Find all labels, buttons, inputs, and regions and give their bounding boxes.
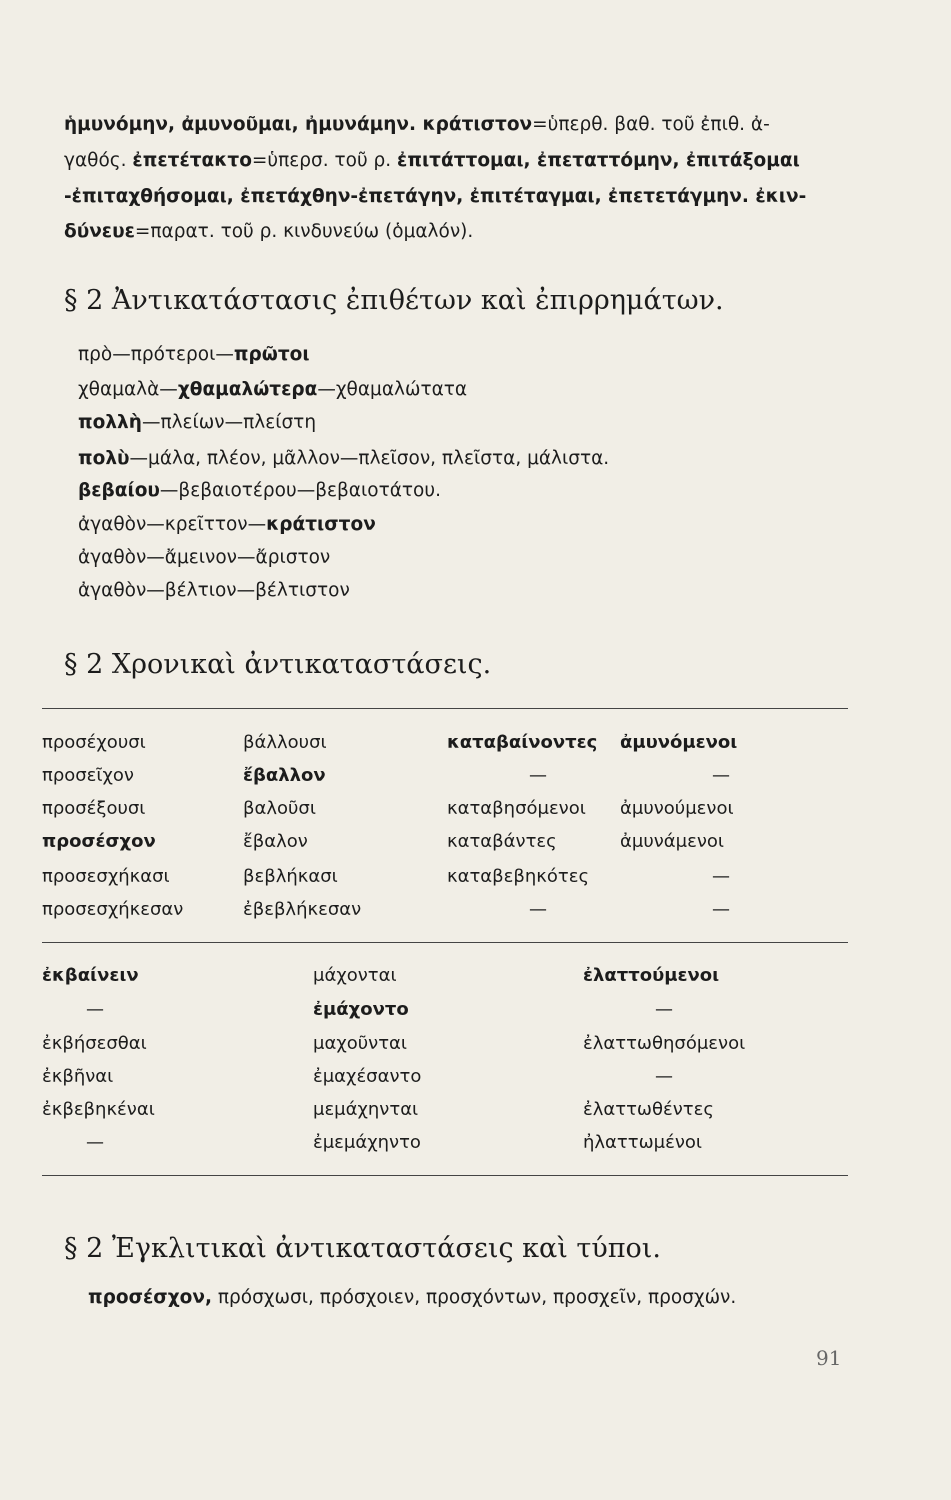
table-cell: ἐκβήσεσθαι — [42, 1033, 147, 1054]
table-cell: — — [529, 765, 547, 786]
table-cell: βαλοῦσι — [243, 798, 316, 819]
enclitic-forms-rest: πρόσχωσι, πρόσχοιεν, προσχόντων, προσχεῖν, προσχών. — [211, 1287, 737, 1308]
adjective-row — [78, 446, 609, 472]
adjective-form: πολὺ — [78, 448, 130, 469]
table-cell: ἐλαττούμενοι — [583, 965, 720, 986]
adjective-row — [78, 512, 376, 538]
table-cell: — — [86, 1132, 104, 1153]
intro-line-2-b: ἐπετέτακτο — [132, 150, 252, 171]
section-heading-tenses: § 2 Χρονικαὶ ἀντικαταστάσεις. — [64, 649, 492, 680]
table-cell: ἠλαττωμένοι — [583, 1132, 703, 1153]
table-cell: προσέσχον — [42, 831, 156, 852]
adjective-form: ἀγαθὸν—κρεῖττον— — [78, 514, 267, 535]
intro-line-4-rest: =παρατ. τοῦ ρ. κινδυνεύω (ὁμαλόν). — [134, 221, 474, 242]
adjective-form: ἀγαθὸν—βέλτιον—βέλτιστον — [78, 580, 350, 601]
intro-line-2-d: ἐπιτάττομαι, ἐπεταττόμην, ἐπιτάξομαι — [397, 150, 800, 171]
adjective-row — [78, 410, 316, 436]
intro-line-2-a: γαθός. — [64, 150, 133, 171]
table-cell: μάχονται — [313, 965, 397, 986]
table-cell: — — [655, 999, 673, 1020]
adjective-form: χθαμαλὰ— — [78, 379, 178, 400]
section-heading-adjectives: § 2 Ἀντικατάστασις ἐπιθέτων καὶ ἐπιρρημάτων. — [64, 285, 724, 316]
table-cell: ἐλαττωθέντες — [583, 1099, 714, 1120]
intro-line-4-bold: δύνευε — [64, 221, 135, 242]
intro-line-2-c: =ὑπερσ. τοῦ ρ. — [251, 150, 398, 171]
adjective-form: —χθαμαλώτατα — [317, 379, 468, 400]
table-cell: ἀμυνάμενοι — [620, 831, 724, 852]
table-cell: ἐμεμάχηντο — [313, 1132, 421, 1153]
section-heading-enclitics: § 2 Ἐγκλιτικαὶ ἀντικαταστάσεις καὶ τύποι. — [64, 1233, 661, 1264]
adjective-form: πρὸ—πρότεροι— — [78, 344, 234, 365]
intro-line-1-bold: ἡμυνόμην, ἀμυνοῦμαι, ἠμυνάμην. κράτιστον — [64, 114, 533, 135]
table-cell: ἐβεβλήκεσαν — [243, 899, 362, 920]
adjective-form: —πλείων—πλείστη — [141, 412, 317, 433]
adjective-row — [78, 545, 330, 571]
table-cell: προσεσχήκεσαν — [42, 899, 184, 920]
intro-line-1 — [64, 112, 770, 138]
table-cell: μαχοῦνται — [313, 1033, 407, 1054]
adjective-row — [78, 377, 467, 403]
table-cell: καταβαίνοντες — [447, 732, 598, 753]
table-cell: ἐμάχοντο — [313, 999, 409, 1020]
table-cell: ἐκβῆναι — [42, 1066, 114, 1087]
table-cell: ἀμυνούμενοι — [620, 798, 734, 819]
adjective-form: ἀγαθὸν—ἄμεινον—ἄριστον — [78, 547, 331, 568]
table-cell: προσεσχήκασι — [42, 866, 170, 887]
adjective-row — [78, 478, 441, 504]
table-top-rule — [42, 708, 848, 709]
table-cell: ἀμυνόμενοι — [620, 732, 738, 753]
intro-line-2 — [64, 148, 800, 174]
table-cell: καταβησόμενοι — [447, 798, 586, 819]
intro-line-3: -ἐπιταχθήσομαι, ἐπετάχθην-ἐπετάγην, ἐπιτέταγμαι, ἐπετετάγμην. ἐκιν- — [64, 186, 807, 207]
table-cell: — — [529, 899, 547, 920]
adjective-form: κράτιστον — [266, 514, 376, 535]
adjective-form: βεβαίου — [78, 480, 160, 501]
table-cell: προσεῖχον — [42, 765, 134, 786]
adjective-form: πολλὴ — [78, 412, 142, 433]
table-cell: ἐκβεβηκέναι — [42, 1099, 155, 1120]
adjective-form: —μάλα, πλέον, μᾶλλον—πλεῖσον, πλεῖστα, μάλιστα. — [129, 448, 610, 469]
table-middle-rule — [42, 942, 848, 943]
intro-line-4 — [64, 219, 473, 245]
adjective-form: χθαμαλώτερα — [177, 379, 318, 400]
intro-line-1-rest: =ὑπερθ. βαθ. τοῦ ἐπιθ. ἀ- — [532, 114, 770, 135]
table-cell: καταβάντες — [447, 831, 557, 852]
table-cell: — — [712, 899, 730, 920]
table-cell: μεμάχηνται — [313, 1099, 419, 1120]
enclitic-forms-line — [88, 1285, 736, 1311]
adjective-form: πρῶτοι — [233, 344, 310, 365]
table-cell: — — [712, 866, 730, 887]
table-bottom-rule — [42, 1175, 848, 1176]
table-cell: καταβεβηκότες — [447, 866, 590, 887]
table-cell: βεβλήκασι — [243, 866, 338, 887]
table-cell: ἐμαχέσαντο — [313, 1066, 422, 1087]
table-cell: προσέχουσι — [42, 732, 146, 753]
table-cell: — — [712, 765, 730, 786]
table-cell: βάλλουσι — [243, 732, 327, 753]
table-cell: — — [655, 1066, 673, 1087]
adjective-row — [78, 342, 310, 368]
table-cell: ἔβαλον — [243, 831, 308, 852]
page-number: 91 — [816, 1346, 842, 1370]
enclitic-forms-bold: προσέσχον, — [88, 1287, 212, 1308]
table-cell: ἔβαλλον — [243, 765, 326, 786]
adjective-form: —βεβαιοτέρου—βεβαιοτάτου. — [159, 480, 441, 501]
table-cell: προσέξουσι — [42, 798, 146, 819]
adjective-row — [78, 578, 350, 604]
table-cell: — — [86, 999, 104, 1020]
table-cell: ἐκβαίνειν — [42, 965, 139, 986]
table-cell: ἐλαττωθησόμενοι — [583, 1033, 746, 1054]
